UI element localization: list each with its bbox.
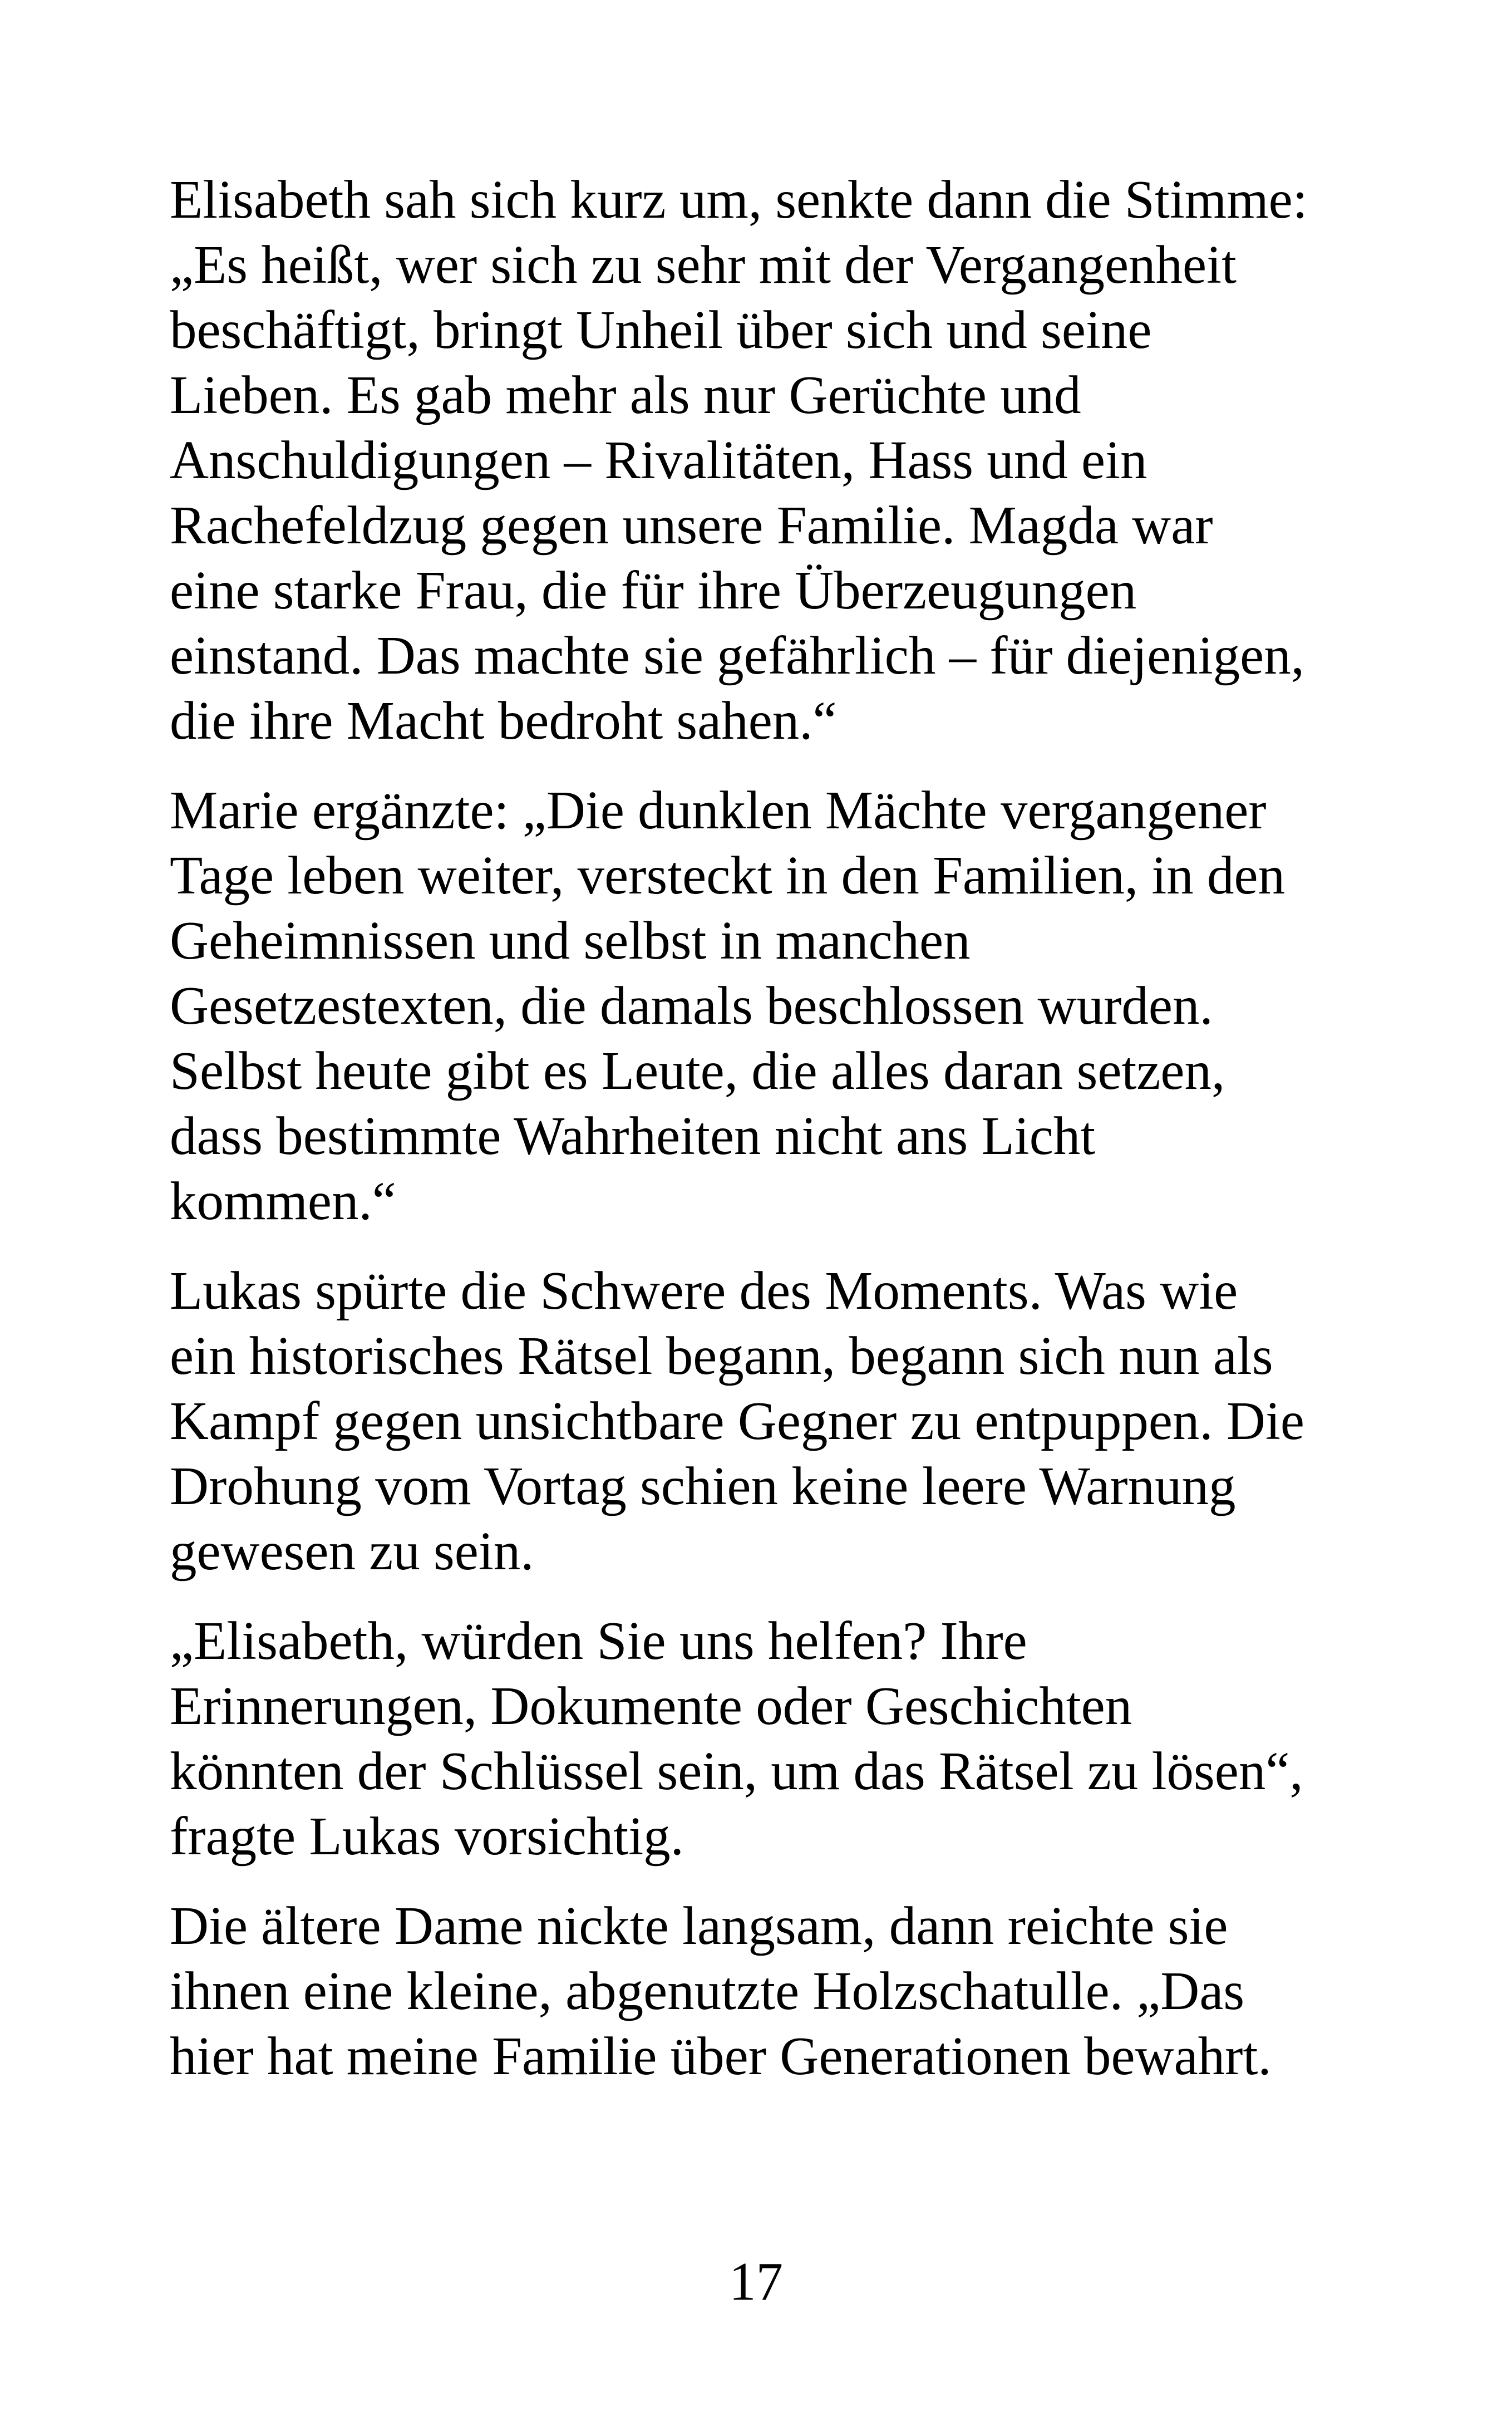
text-line: hier hat meine Familie über Generationen bewahrt.: [170, 2026, 1272, 2086]
paragraph: [170, 167, 1372, 753]
text-line: dass bestimmte Wahrheiten nicht ans Licht: [170, 1106, 1096, 1166]
text-line: beschäftigt, bringt Unheil über sich und seine: [170, 300, 1152, 360]
body-text: [170, 167, 1372, 2113]
text-line: Anschuldigungen – Rivalitäten, Hass und ein: [170, 430, 1147, 490]
text-line: Tage leben weiter, versteckt in den Familien, in den: [170, 846, 1286, 905]
text-line: Selbst heute gibt es Leute, die alles daran setzen,: [170, 1041, 1225, 1101]
text-line: fragte Lukas vorsichtig.: [170, 1806, 684, 1866]
text-line: Marie ergänzte: „Die dunklen Mächte vergangener: [170, 780, 1267, 840]
paragraph: [170, 1608, 1372, 1869]
text-line: Gesetzestexten, die damals beschlossen wurden.: [170, 976, 1213, 1035]
text-line: könnten der Schlüssel sein, um das Rätsel zu lösen“,: [170, 1741, 1303, 1801]
text-line: „Elisabeth, würden Sie uns helfen? Ihre: [170, 1611, 1027, 1671]
text-line: Rachefeldzug gegen unsere Familie. Magda war: [170, 495, 1213, 555]
paragraph: [170, 778, 1372, 1234]
text-line: gewesen zu sein.: [170, 1521, 534, 1581]
text-line: Kampf gegen unsichtbare Gegner zu entpuppen. Die: [170, 1391, 1304, 1451]
text-line: die ihre Macht bedroht sahen.“: [170, 691, 837, 750]
text-line: eine starke Frau, die für ihre Überzeugungen: [170, 561, 1137, 620]
text-line: Lukas spürte die Schwere des Moments. Was wie: [170, 1261, 1238, 1320]
text-line: Geheimnissen und selbst in manchen: [170, 911, 971, 970]
text-line: „Es heißt, wer sich zu sehr mit der Vergangenheit: [170, 235, 1237, 294]
text-line: Die ältere Dame nickte langsam, dann reichte sie: [170, 1896, 1228, 1956]
text-line: Elisabeth sah sich kurz um, senkte dann die Stimme:: [170, 170, 1308, 229]
page-number: 17: [729, 2252, 783, 2311]
text-line: einstand. Das machte sie gefährlich – für diejenigen,: [170, 626, 1304, 685]
text-line: ihnen eine kleine, abgenutzte Holzschatulle. „Das: [170, 1961, 1245, 2021]
text-line: Lieben. Es gab mehr als nur Gerüchte und: [170, 365, 1081, 425]
text-line: Drohung vom Vortag schien keine leere Warnung: [170, 1456, 1236, 1516]
text-line: kommen.“: [170, 1171, 396, 1231]
paragraph: [170, 1258, 1372, 1584]
paragraph: [170, 1893, 1372, 2089]
text-line: Erinnerungen, Dokumente oder Geschichten: [170, 1676, 1132, 1736]
text-line: ein historisches Rätsel begann, begann sich nun als: [170, 1326, 1273, 1386]
